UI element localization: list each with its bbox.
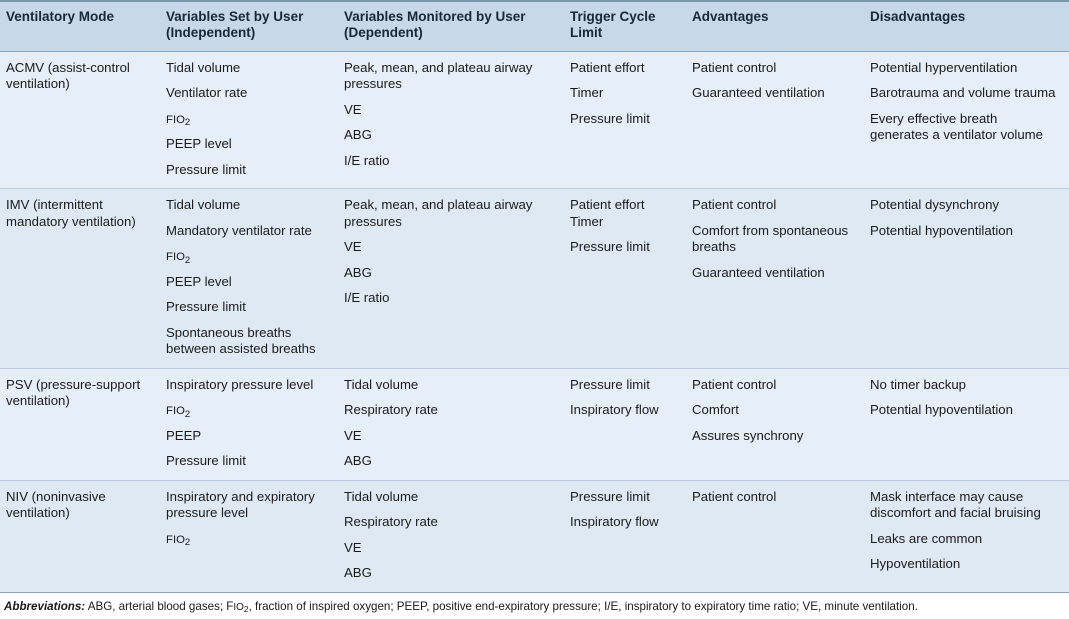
cell-mode — [0, 480, 160, 592]
footnote-sub-io: IO — [233, 601, 244, 613]
cell-disadvantages — [864, 368, 1069, 480]
list-item: Respiratory rate — [344, 402, 438, 418]
cell-dependent-variables — [338, 51, 564, 189]
list-item: Inspiratory and expiratory pressure level — [166, 488, 315, 521]
list-item: Timer — [570, 85, 604, 101]
list-trigger — [570, 197, 676, 256]
list-item: PEEP level — [166, 136, 232, 152]
list-advantages — [692, 60, 854, 102]
column-header-variables-set-by-user: Variables Set by User (Independent) — [160, 1, 338, 51]
list-item: ABG — [344, 565, 372, 581]
list-item: Comfort — [692, 402, 739, 418]
cell-advantages — [686, 368, 864, 480]
cell-disadvantages — [864, 189, 1069, 369]
list-item: Tidal volume — [166, 197, 241, 213]
column-header-disadvantages: Disadvantages — [864, 1, 1069, 51]
cell-independent-variables — [160, 51, 338, 189]
list-item: Barotrauma and volume trauma — [870, 85, 1056, 101]
list-item: ABG — [344, 127, 372, 143]
table-row — [0, 189, 1069, 369]
cell-dependent-variables — [338, 368, 564, 480]
list-item: I/E ratio — [344, 290, 390, 306]
list-item: Pressure limit — [570, 239, 650, 255]
list-item: Comfort from spontaneous breaths — [692, 222, 849, 255]
cell-advantages — [686, 480, 864, 592]
list-item: I/E ratio — [344, 152, 390, 168]
list-dependent — [344, 197, 554, 307]
cell-trigger-cycle-limit — [564, 51, 686, 189]
list-advantages — [692, 377, 854, 445]
list-item: Potential hypoventilation — [870, 222, 1013, 238]
list-independent — [166, 60, 328, 179]
list-item: Guaranteed ventilation — [692, 85, 825, 101]
list-trigger — [570, 60, 676, 128]
list-item: Timer — [570, 213, 604, 229]
list-dependent — [344, 377, 554, 470]
table-row — [0, 51, 1069, 189]
list-independent — [166, 489, 328, 548]
list-item: Patient effort — [570, 197, 645, 213]
list-item: Inspiratory pressure level — [166, 376, 314, 392]
cell-independent-variables — [160, 189, 338, 369]
list-item: Pressure limit — [166, 453, 246, 469]
column-header-variables-monitored-by-user: Variables Monitored by User (Dependent) — [338, 1, 564, 51]
list-item: Potential hyperventilation — [870, 59, 1018, 75]
list-disadvantages — [870, 377, 1059, 419]
table-row — [0, 480, 1069, 592]
mode-label: NIV (noninvasive ventilation) — [6, 488, 106, 521]
list-independent — [166, 197, 328, 358]
mode-label: PSV (pressure-support ventilation) — [6, 376, 141, 409]
list-disadvantages — [870, 197, 1059, 239]
list-dependent — [344, 489, 554, 582]
list-item: Patient effort — [570, 59, 645, 75]
list-item: VE — [344, 427, 362, 443]
list-item: Tidal volume — [344, 488, 419, 504]
list-item: Inspiratory flow — [570, 402, 659, 418]
list-item: $FIO_2$ — [166, 113, 191, 129]
list-trigger — [570, 489, 676, 531]
list-item: Patient control — [692, 376, 777, 392]
cell-trigger-cycle-limit — [564, 368, 686, 480]
list-item: PEEP — [166, 427, 202, 443]
list-item: PEEP level — [166, 273, 232, 289]
list-item: Spontaneous breaths between assisted breaths — [166, 324, 316, 357]
cell-mode — [0, 368, 160, 480]
list-trigger — [570, 377, 676, 419]
list-item: Leaks are common — [870, 530, 983, 546]
list-item: Respiratory rate — [344, 514, 438, 530]
mode-label: ACMV (assist-control ventilation) — [6, 59, 130, 92]
abbreviations-footnote — [0, 593, 1069, 619]
list-item: Hypoventilation — [870, 556, 961, 572]
list-item: Potential dysynchrony — [870, 197, 1000, 213]
cell-independent-variables — [160, 480, 338, 592]
list-item: Tidal volume — [166, 59, 241, 75]
cell-advantages — [686, 51, 864, 189]
list-item: $FIO_2$ — [166, 405, 191, 420]
cell-dependent-variables — [338, 189, 564, 369]
list-item: Inspiratory flow — [570, 514, 659, 530]
list-item: Pressure limit — [166, 161, 246, 177]
list-item: Ventilator rate — [166, 85, 248, 101]
list-independent — [166, 377, 328, 470]
list-item: Peak, mean, and plateau airway pressures — [344, 197, 533, 229]
list-item: Potential hypoventilation — [870, 402, 1013, 418]
column-header-trigger-cycle-limit: Trigger Cycle Limit — [564, 1, 686, 51]
list-item: Pressure limit — [570, 376, 650, 392]
cell-dependent-variables — [338, 480, 564, 592]
column-header-ventilatory-mode: Ventilatory Mode — [0, 1, 160, 51]
list-item: Pressure limit — [570, 110, 650, 126]
list-item: Peak, mean, and plateau airway pressures — [344, 59, 533, 92]
list-item: VE — [344, 101, 362, 117]
list-item: Patient control — [692, 59, 777, 75]
table-header — [0, 1, 1069, 51]
table-body — [0, 51, 1069, 592]
cell-trigger-cycle-limit — [564, 480, 686, 592]
list-item: $FIO_2$ — [166, 251, 191, 266]
cell-mode — [0, 189, 160, 369]
footnote-label: Abbreviations: — [4, 599, 86, 613]
column-header-advantages: Advantages — [686, 1, 864, 51]
list-item: ABG — [344, 453, 372, 469]
cell-independent-variables — [160, 368, 338, 480]
list-item: No timer backup — [870, 376, 967, 392]
cell-disadvantages — [864, 51, 1069, 189]
table-header-row — [0, 1, 1069, 51]
list-item: VE — [344, 239, 362, 255]
list-dependent — [344, 60, 554, 170]
mode-label: IMV (intermittent mandatory ventilation) — [6, 197, 136, 229]
list-item: Patient control — [692, 197, 777, 213]
footnote-text-part1: ABG, arterial blood gases; F — [85, 599, 234, 613]
list-item: Patient control — [692, 488, 777, 504]
cell-disadvantages — [864, 480, 1069, 592]
table-row — [0, 368, 1069, 480]
footnote-text-part2: , fraction of inspired oxygen; PEEP, positive end-expiratory pressure; I/E, inspiratory to expiratory time ratio; VE, minute ventilation. — [248, 599, 918, 613]
list-item: Tidal volume — [344, 376, 419, 392]
list-item: Mandatory ventilator rate — [166, 222, 312, 238]
list-item: ABG — [344, 264, 372, 280]
cell-trigger-cycle-limit — [564, 189, 686, 369]
list-disadvantages — [870, 489, 1059, 573]
list-disadvantages — [870, 60, 1059, 144]
list-item: $FIO_2$ — [166, 533, 191, 549]
list-advantages — [692, 197, 854, 281]
cell-advantages — [686, 189, 864, 369]
list-item: Guaranteed ventilation — [692, 264, 825, 280]
cell-mode — [0, 51, 160, 189]
list-item: Mask interface may cause discomfort and facial bruising — [870, 488, 1041, 521]
footnote-sub-2: 2 — [243, 603, 249, 614]
list-item: VE — [344, 539, 362, 555]
list-advantages — [692, 489, 854, 506]
list-item: Assures synchrony — [692, 427, 804, 443]
list-item: Pressure limit — [166, 299, 246, 315]
list-item: Every effective breath generates a ventilator volume — [870, 110, 1044, 143]
list-item: Pressure limit — [570, 488, 650, 504]
